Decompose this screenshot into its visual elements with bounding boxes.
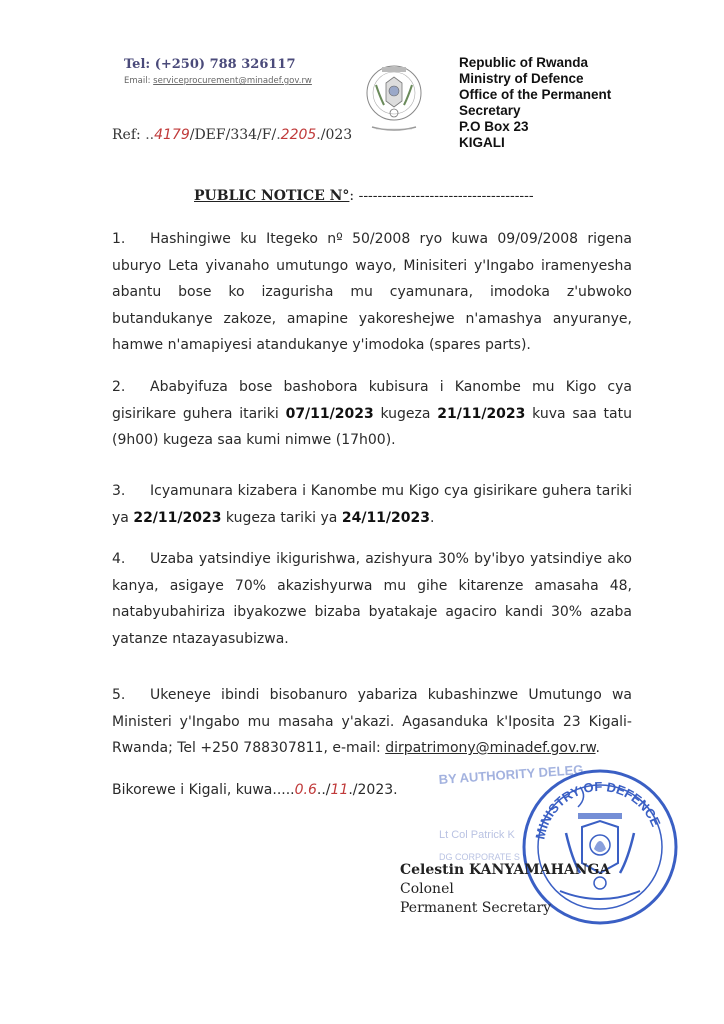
- ref-handwritten-number-2: 2205: [280, 127, 317, 143]
- paragraph-text: Icyamunara kizabera i Kanombe mu Kigo cya gisirikare guhera tariki ya: [112, 483, 632, 526]
- paragraph-text: Uzaba yatsindiye ikigurishwa, azishyura 30% by'ibyo yatsindiye ako kanya, asigaye 70% akazishyurwa mu gihe kitarenze amasaha 48, natabyubahiriza ibyakozwe bizaba byatakaje agaciro kandi 30% azaba yatanze ntazayasubizwa.: [112, 551, 632, 647]
- paragraph-number: 3.: [112, 483, 126, 499]
- ref-handwritten-number: 4179: [154, 127, 190, 143]
- signing-date-line: [112, 782, 398, 798]
- paragraph-number: 4.: [112, 551, 126, 567]
- rwanda-coat-of-arms: [362, 57, 426, 139]
- paragraph-text: kugeza: [373, 405, 438, 422]
- telephone-line: Tel: (+250) 788 326117: [124, 57, 296, 72]
- email-line: [124, 76, 312, 86]
- paragraph-text: Ababyifuza bose bashobora kubisura i Kanombe mu Kigo cya gisirikare guhera itariki: [112, 379, 632, 422]
- visit-start-date: 07/11/2023: [285, 405, 374, 422]
- ref-suffix: /023: [320, 127, 353, 143]
- authority-officer-text: Lt Col Patrick K: [439, 829, 515, 841]
- ministry-name: Ministry of Defence: [459, 71, 584, 86]
- paragraph-text: kugeza tariki ya: [221, 509, 342, 526]
- paragraph-2: [112, 374, 632, 454]
- email-label: Email:: [124, 76, 154, 86]
- office-name-cont: Secretary: [459, 103, 521, 118]
- visit-end-date: 21/11/2023: [437, 405, 526, 422]
- country-name: Republic of Rwanda: [459, 55, 589, 70]
- paragraph-1: [112, 226, 632, 359]
- handwritten-month: 11: [330, 782, 349, 798]
- contact-email[interactable]: dirpatrimony@minadef.gov.rw: [385, 740, 596, 756]
- authority-unit-text: DG CORPORATE S: [439, 852, 520, 862]
- paragraph-5: [112, 682, 632, 762]
- notice-number-dashes: : -------------------------------------: [349, 188, 534, 204]
- ministry-address-block: [459, 55, 611, 151]
- paragraph-4: [112, 546, 632, 652]
- paragraph-number: 5.: [112, 687, 126, 703]
- signatory-name: Celestin KANYAMAHANGA: [400, 862, 611, 878]
- signatory-rank: Colonel: [400, 881, 454, 897]
- signing-place: Bikorewe i Kigali, kuwa.....: [112, 782, 295, 798]
- auction-end-date: 24/11/2023: [341, 509, 430, 526]
- paragraph-3: [112, 478, 632, 531]
- authority-stamp-text: BY AUTHORITY DELEG: [438, 761, 584, 787]
- notice-title: [194, 188, 534, 204]
- notice-title-text: PUBLIC NOTICE N°: [194, 188, 350, 204]
- paragraph-text: Ukeneye ibindi bisobanuro yabariza kubashinzwe Umutungo wa Ministeri y'Ingabo mu masaha y'akazi. Agasanduka k'Iposita 23 Kigali-Rwanda; Tel +250 788307811, e-mail:: [112, 687, 632, 756]
- ref-middle: /DEF/334/F/: [189, 127, 277, 143]
- ref-prefix: Ref:: [112, 127, 146, 143]
- date-separator: ../: [316, 782, 331, 798]
- reference-number: Ref: ..4179/DEF/334/F/.2205./023: [112, 127, 353, 143]
- paragraph-text: .: [595, 740, 600, 756]
- signing-year: ./2023.: [348, 782, 398, 798]
- paragraph-text: .: [430, 509, 435, 526]
- email-address: serviceprocurement@minadef.gov.rw: [153, 76, 312, 86]
- paragraph-text: kuva saa tatu (9h00) kugeza saa kumi nimwe (17h00).: [112, 405, 632, 448]
- po-box: P.O Box 23: [459, 119, 529, 134]
- signatory-title: Permanent Secretary: [400, 900, 552, 916]
- auction-start-date: 22/11/2023: [133, 509, 222, 526]
- office-name: Office of the Permanent: [459, 87, 612, 102]
- paragraph-text: Hashingiwe ku Itegeko nº 50/2008 ryo kuwa 09/09/2008 rigena uburyo Leta yivanaho umutungo wayo, Minisiteri y'Ingabo iramenyesha abantu bose ko izagurisha mu cyamunara, imodoka z'ubwoko butandukanye zakoze, amapine yakoreshejwe n'amashya anyuranye, hamwe n'amapiyesi atandukanye y'imodoka (spares parts).: [112, 231, 632, 353]
- city: KIGALI: [459, 135, 505, 150]
- signature-block: [400, 861, 610, 918]
- paragraph-number: 2.: [112, 379, 126, 395]
- handwritten-day: 0.6: [294, 782, 317, 798]
- stamp-ring-text: MINISTRY OF DEFENCE: [532, 778, 664, 841]
- paragraph-number: 1.: [112, 231, 126, 247]
